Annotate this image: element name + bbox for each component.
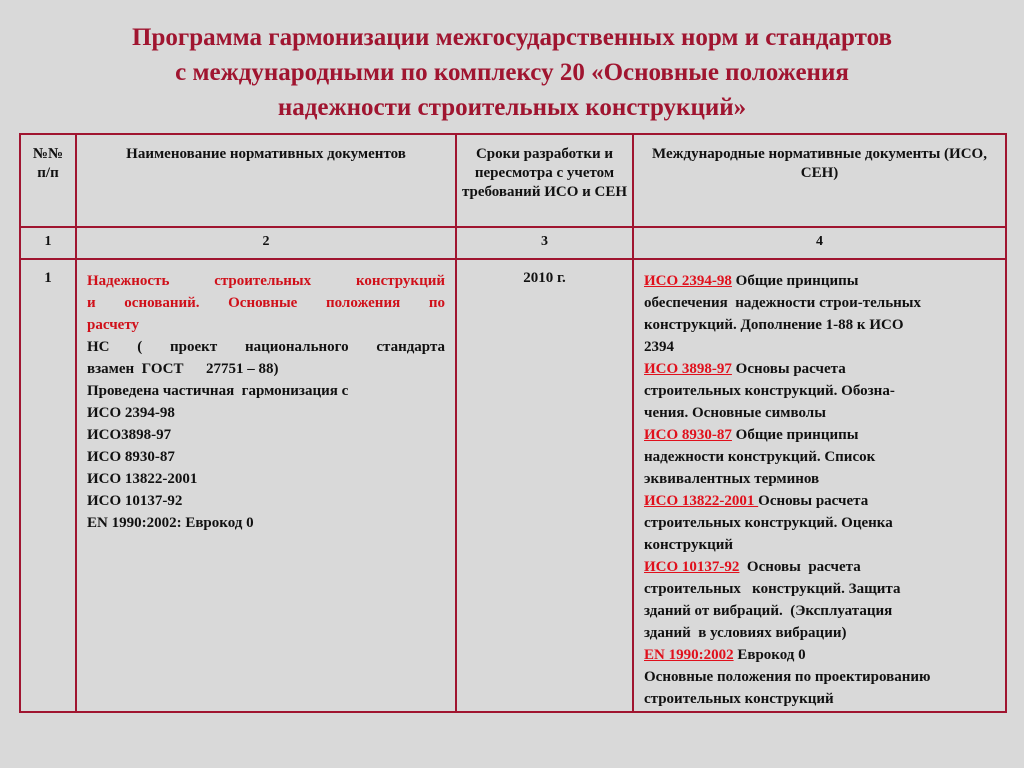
international-doc-link[interactable]: ИСО 2394-98: [644, 273, 732, 289]
international-doc-link[interactable]: ИСО 10137-92: [644, 559, 740, 575]
document-title-line-1: Надежность строительных конструкций: [87, 273, 445, 289]
standard-list-item: ИСО 2394-98: [87, 405, 175, 421]
international-doc-line: ИСО 10137-92 Основы расчета: [644, 559, 861, 575]
ns-line-1: НС ( проект национального стандарта: [87, 339, 445, 355]
standard-list-item: ИСО3898-97: [87, 427, 172, 443]
header-number-text: №№ п/п: [32, 146, 64, 181]
harmonization-text: Проведена частичная гармонизация с: [87, 383, 349, 399]
international-doc-line: ИСО 3898-97 Основы расчета: [644, 361, 846, 377]
standard-list-item: ИСО 10137-92: [87, 493, 183, 509]
standard-list-item: ИСО 13822-2001: [87, 471, 198, 487]
column-number-1: [20, 227, 76, 259]
international-doc-line: ИСО 8930-87 Общие принципы: [644, 427, 859, 443]
header-terms: [456, 134, 633, 227]
international-doc-line: EN 1990:2002 Еврокод 0: [644, 647, 806, 663]
header-terms-text: Сроки разработки и пересмотра с учетом требований ИСО и СЕН: [461, 146, 628, 200]
column-number-1-text: 1: [44, 234, 52, 249]
international-cell: [633, 259, 1006, 712]
document-title-line-3: расчету: [87, 317, 139, 333]
international-doc-line: чения. Основные символы: [644, 405, 826, 421]
column-number-4: [633, 227, 1006, 259]
international-doc-line: 2394: [644, 339, 674, 355]
international-doc-line: конструкций: [644, 537, 734, 553]
title-line-3: надежности строительных конструкций»: [277, 94, 747, 121]
international-doc-line: строительных конструкций. Защита: [644, 581, 901, 597]
header-international: [633, 134, 1006, 227]
column-number-4-text: 4: [816, 234, 823, 249]
international-doc-line: зданий от вибраций. (Эксплуатация: [644, 603, 893, 619]
header-document-name: [76, 134, 456, 227]
column-number-2: [76, 227, 456, 259]
standards-table: [19, 133, 1007, 713]
international-doc-line: строительных конструкций. Обозна-: [644, 383, 895, 399]
column-number-3: [456, 227, 633, 259]
row-number: 1: [44, 270, 52, 286]
international-doc-line: ИСО 2394-98 Общие принципы: [644, 273, 859, 289]
term-cell: [456, 259, 633, 712]
term-text: 2010 г.: [523, 270, 566, 286]
international-doc-line: строительных конструкций: [644, 691, 834, 707]
header-international-text: Международные нормативные документы (ИСО, СЕН): [652, 146, 987, 181]
table-row: [20, 259, 1006, 712]
international-doc-link[interactable]: ИСО 8930-87: [644, 427, 732, 443]
international-docs-list: [634, 260, 1005, 710]
international-doc-line: эквивалентных терминов: [644, 471, 820, 487]
title-line-2: с международными по комплексу 20 «Основные положения: [175, 59, 849, 86]
international-doc-link[interactable]: EN 1990:2002: [644, 647, 734, 663]
column-number-3-text: 3: [541, 234, 548, 249]
international-doc-line: конструкций. Дополнение 1-88 к ИСО: [644, 317, 904, 333]
international-doc-line: обеспечения надежности строи-тельных: [644, 295, 921, 311]
document-title-line-2: и оснований. Основные положения по: [87, 295, 445, 311]
row-number-cell: [20, 259, 76, 712]
ns-line-2: взамен ГОСТ 27751 – 88): [87, 361, 279, 377]
column-number-2-text: 2: [262, 234, 270, 249]
international-doc-line: надежности конструкций. Список: [644, 449, 876, 465]
international-doc-line: строительных конструкций. Оценка: [644, 515, 893, 531]
international-doc-link[interactable]: ИСО 3898-97: [644, 361, 732, 377]
standard-list-item: EN 1990:2002: Еврокод 0: [87, 515, 254, 531]
title-line-1: Программа гармонизации межгосударственных норм и стандартов: [132, 24, 892, 51]
international-doc-line: зданий в условиях вибрации): [644, 625, 847, 641]
international-doc-line: Основные положения по проектированию: [644, 669, 931, 685]
international-doc-line: ИСО 13822-2001 Основы расчета: [644, 493, 869, 509]
header-number: [20, 134, 76, 227]
header-document-name-text: Наименование нормативных документов: [126, 146, 406, 162]
column-number-row: [20, 227, 1006, 259]
table-header-row: [20, 134, 1006, 227]
standard-list-item: ИСО 8930-87: [87, 449, 175, 465]
document-cell: [76, 259, 456, 712]
international-doc-link[interactable]: ИСО 13822-2001: [644, 493, 759, 509]
slide-title: [40, 20, 984, 125]
